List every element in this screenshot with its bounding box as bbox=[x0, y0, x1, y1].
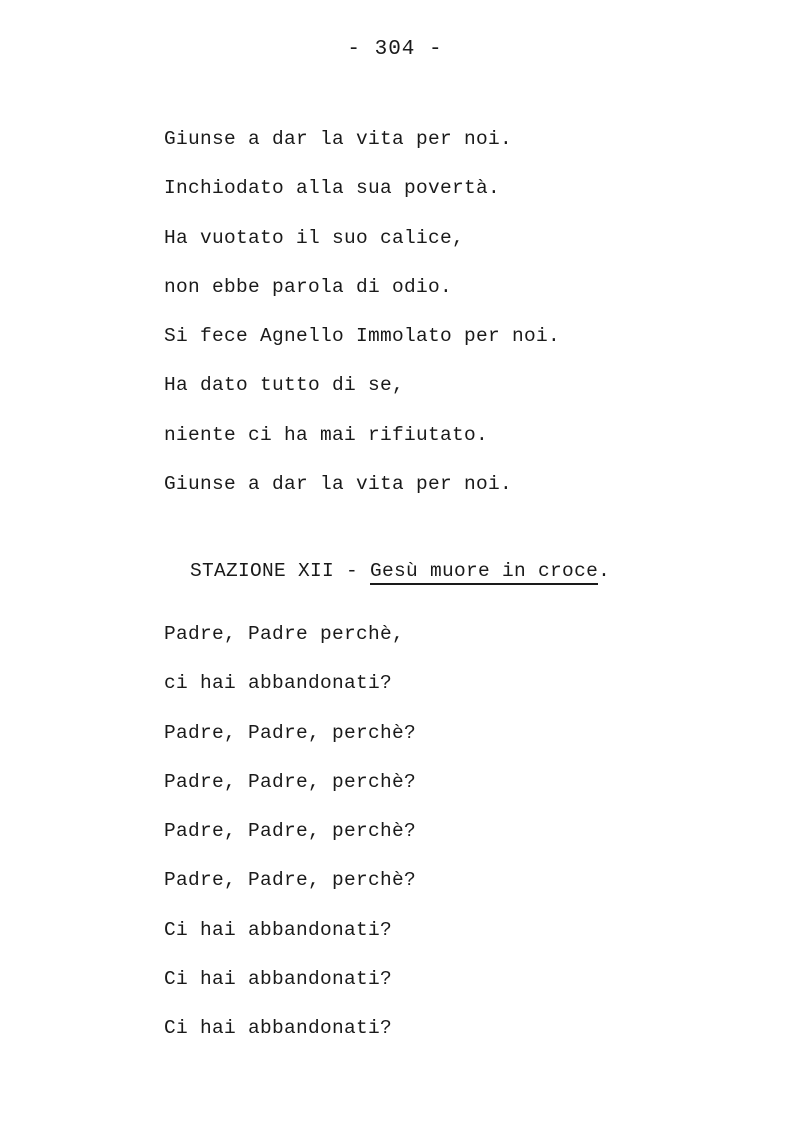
verse-line: niente ci ha mai rifiutato. bbox=[164, 423, 489, 446]
verse-line: Padre, Padre, perchè? bbox=[164, 770, 417, 793]
verse-line: non ebbe parola di odio. bbox=[164, 275, 453, 298]
verse-line: Padre, Padre, perchè? bbox=[164, 820, 417, 843]
verse-line: Ci hai abbandonati? bbox=[164, 1017, 393, 1040]
station-title: Gesù muore in croce bbox=[370, 560, 598, 585]
verse-line: Giunse a dar la vita per noi. bbox=[164, 473, 513, 496]
station-title-end: . bbox=[598, 560, 611, 582]
verse-line: ci hai abbandonati? bbox=[164, 672, 393, 695]
verse-line: Ha vuotato il suo calice, bbox=[164, 226, 465, 249]
verse-line: Si fece Agnello Immolato per noi. bbox=[164, 325, 561, 348]
verse-line: Ci hai abbandonati? bbox=[164, 918, 393, 941]
verse-line: Ci hai abbandonati? bbox=[164, 968, 393, 991]
stanza-2 bbox=[164, 619, 416, 1063]
stanza-1 bbox=[164, 124, 560, 518]
verse-line: Giunse a dar la vita per noi. bbox=[164, 128, 513, 150]
verse-line: Padre, Padre perchè, bbox=[164, 623, 405, 645]
verse-line: Padre, Padre, perchè? bbox=[164, 869, 417, 892]
verse-line: Padre, Padre, perchè? bbox=[164, 721, 417, 744]
station-label: STAZIONE XII - bbox=[190, 560, 371, 582]
verse-line: Inchiodato alla sua povertà. bbox=[164, 177, 501, 200]
page-number: - 304 - bbox=[347, 38, 443, 61]
verse-line: Ha dato tutto di se, bbox=[164, 374, 405, 397]
station-heading bbox=[190, 556, 610, 586]
